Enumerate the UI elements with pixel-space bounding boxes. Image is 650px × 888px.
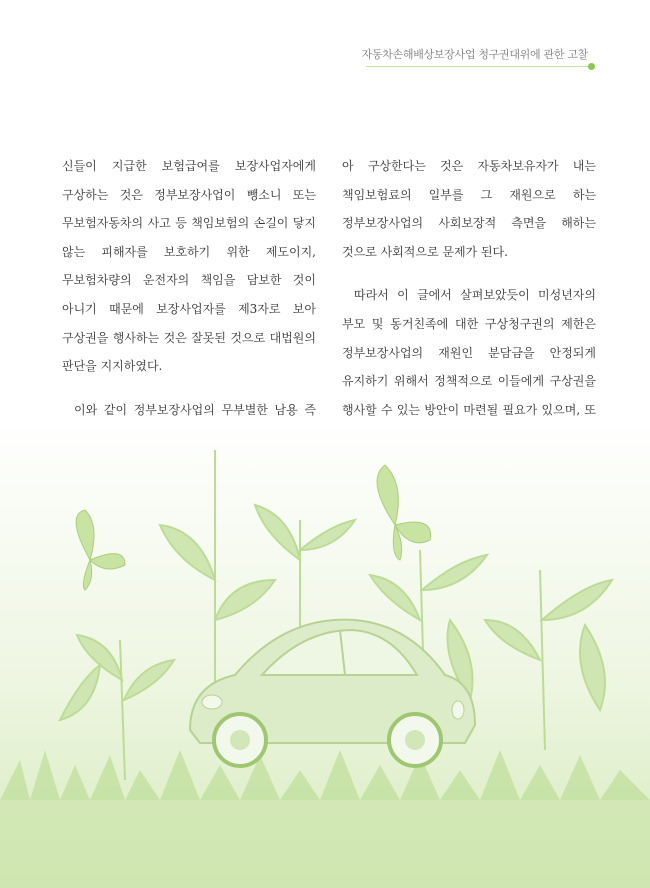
body-paragraph: 신들이 지급한 보험급여를 보장사업자에게 구상하는 것은 정부보장사업이 뺑소니 또는 무보험자동차의 사고 등 책임보험의 손길이 닿지 않는 피해자를 보호하기 위한 제도이지, 무보험차량의 운전자의 책임을 담보한 것이 아니기 때문에 보장사업자를 제3자로 보아 구상권을 행사하는 것은 잘못된 것으로 대법원의 판단을 지지하였다.: [62, 159, 316, 374]
body-paragraph: 아 구상한다는 것은 자동차보유자가 내는 책임보험료의 일부를 그 재원으로 하는 정부보장사업의 사회보장적 측면을 해하는 것으로 사회적으로 문제가 된다.: [342, 159, 596, 259]
header-dot-icon: [588, 63, 595, 70]
eco-car-illustration: [0, 420, 650, 888]
running-title: 자동차손해배상보장사업 청구권대위에 관한 고찰: [361, 48, 588, 61]
closing-paragraph-text: 따라서 이 글에서 살펴보았듯이 미성년자의 부모 및 동거친족에 대한 구상청구권의 제한은 정부보장사업의 재원인 분담금을 안정되게 유지하기 위해서 정책적으로 이들에게 구상권을 행사할 수 있는 방안이 마련될 필요가 있으며, 또: [342, 288, 596, 417]
body-paragraph: 이와 같이 정부보장사업의 무부별한 남용 즉: [74, 402, 316, 417]
header-divider: [366, 66, 590, 67]
